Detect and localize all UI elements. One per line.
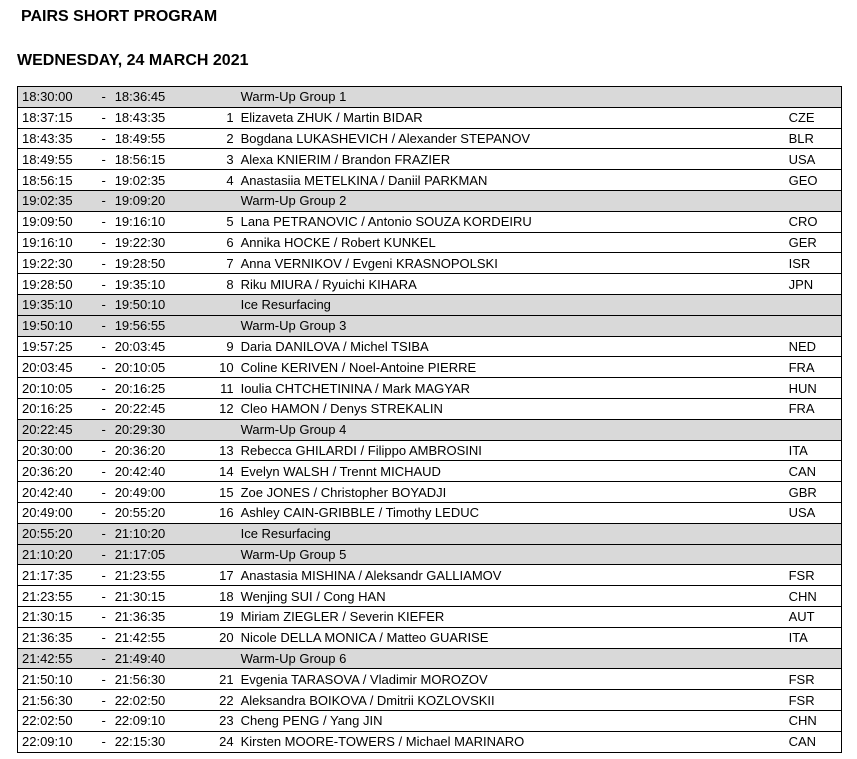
entry-name: Anna VERNIKOV / Evgeni KRASNOPOLSKI bbox=[241, 253, 789, 274]
end-time: 19:35:10 bbox=[115, 274, 202, 295]
time-separator: - bbox=[93, 586, 115, 607]
entry-name: Warm-Up Group 1 bbox=[241, 87, 789, 108]
time-separator: - bbox=[93, 502, 115, 523]
starting-number: 4 bbox=[201, 170, 240, 191]
starting-number: 18 bbox=[201, 586, 240, 607]
schedule-break-row bbox=[18, 648, 842, 669]
schedule-row bbox=[18, 336, 842, 357]
time-separator: - bbox=[93, 170, 115, 191]
starting-number: 3 bbox=[201, 149, 240, 170]
schedule-row bbox=[18, 669, 842, 690]
time-separator: - bbox=[93, 544, 115, 565]
end-time: 19:16:10 bbox=[115, 211, 202, 232]
nation-code: FSR bbox=[789, 565, 842, 586]
time-separator: - bbox=[93, 669, 115, 690]
end-time: 21:23:55 bbox=[115, 565, 202, 586]
end-time: 19:56:55 bbox=[115, 315, 202, 336]
start-time: 20:03:45 bbox=[18, 357, 93, 378]
time-separator: - bbox=[93, 648, 115, 669]
nation-code: CAN bbox=[789, 461, 842, 482]
schedule-table bbox=[17, 86, 842, 753]
schedule-break-row bbox=[18, 315, 842, 336]
start-time: 22:09:10 bbox=[18, 731, 93, 752]
schedule-row bbox=[18, 107, 842, 128]
entry-name: Wenjing SUI / Cong HAN bbox=[241, 586, 789, 607]
starting-number: 13 bbox=[201, 440, 240, 461]
entry-name: Daria DANILOVA / Michel TSIBA bbox=[241, 336, 789, 357]
schedule-row bbox=[18, 211, 842, 232]
start-time: 21:30:15 bbox=[18, 606, 93, 627]
entry-name: Anastasiia METELKINA / Daniil PARKMAN bbox=[241, 170, 789, 191]
end-time: 20:36:20 bbox=[115, 440, 202, 461]
time-separator: - bbox=[93, 690, 115, 711]
schedule-row bbox=[18, 461, 842, 482]
start-time: 20:49:00 bbox=[18, 502, 93, 523]
schedule-row bbox=[18, 149, 842, 170]
time-separator: - bbox=[93, 419, 115, 440]
start-time: 18:30:00 bbox=[18, 87, 93, 108]
entry-name: Evgenia TARASOVA / Vladimir MOROZOV bbox=[241, 669, 789, 690]
end-time: 21:42:55 bbox=[115, 627, 202, 648]
starting-number: 22 bbox=[201, 690, 240, 711]
end-time: 22:09:10 bbox=[115, 710, 202, 731]
entry-name: Bogdana LUKASHEVICH / Alexander STEPANOV bbox=[241, 128, 789, 149]
start-time: 19:28:50 bbox=[18, 274, 93, 295]
entry-name: Coline KERIVEN / Noel-Antoine PIERRE bbox=[241, 357, 789, 378]
nation-code bbox=[789, 87, 842, 108]
end-time: 20:29:30 bbox=[115, 419, 202, 440]
start-time: 18:37:15 bbox=[18, 107, 93, 128]
time-separator: - bbox=[93, 232, 115, 253]
nation-code bbox=[789, 419, 842, 440]
time-separator: - bbox=[93, 606, 115, 627]
time-separator: - bbox=[93, 253, 115, 274]
time-separator: - bbox=[93, 398, 115, 419]
start-time: 21:36:35 bbox=[18, 627, 93, 648]
nation-code: JPN bbox=[789, 274, 842, 295]
entry-name: Ice Resurfacing bbox=[241, 294, 789, 315]
nation-code: FSR bbox=[789, 669, 842, 690]
end-time: 21:36:35 bbox=[115, 606, 202, 627]
schedule-break-row bbox=[18, 294, 842, 315]
entry-name: Nicole DELLA MONICA / Matteo GUARISE bbox=[241, 627, 789, 648]
time-separator: - bbox=[93, 731, 115, 752]
starting-number: 7 bbox=[201, 253, 240, 274]
nation-code: GEO bbox=[789, 170, 842, 191]
time-separator: - bbox=[93, 357, 115, 378]
start-time: 20:10:05 bbox=[18, 378, 93, 399]
nation-code: BLR bbox=[789, 128, 842, 149]
schedule-break-row bbox=[18, 523, 842, 544]
start-time: 19:09:50 bbox=[18, 211, 93, 232]
time-separator: - bbox=[93, 190, 115, 211]
start-time: 22:02:50 bbox=[18, 710, 93, 731]
nation-code: GER bbox=[789, 232, 842, 253]
time-separator: - bbox=[93, 627, 115, 648]
start-time: 19:50:10 bbox=[18, 315, 93, 336]
nation-code bbox=[789, 648, 842, 669]
schedule-row bbox=[18, 232, 842, 253]
nation-code: USA bbox=[789, 149, 842, 170]
time-separator: - bbox=[93, 710, 115, 731]
schedule-row bbox=[18, 690, 842, 711]
start-time: 20:55:20 bbox=[18, 523, 93, 544]
starting-number: 20 bbox=[201, 627, 240, 648]
starting-number bbox=[201, 294, 240, 315]
nation-code bbox=[789, 190, 842, 211]
end-time: 19:50:10 bbox=[115, 294, 202, 315]
schedule-row bbox=[18, 357, 842, 378]
start-time: 20:22:45 bbox=[18, 419, 93, 440]
schedule-row bbox=[18, 398, 842, 419]
start-time: 19:35:10 bbox=[18, 294, 93, 315]
nation-code: FSR bbox=[789, 690, 842, 711]
end-time: 20:22:45 bbox=[115, 398, 202, 419]
end-time: 18:49:55 bbox=[115, 128, 202, 149]
event-date: WEDNESDAY, 24 MARCH 2021 bbox=[17, 52, 249, 69]
end-time: 20:49:00 bbox=[115, 482, 202, 503]
end-time: 18:36:45 bbox=[115, 87, 202, 108]
nation-code: GBR bbox=[789, 482, 842, 503]
starting-number: 6 bbox=[201, 232, 240, 253]
schedule-break-row bbox=[18, 190, 842, 211]
starting-number: 11 bbox=[201, 378, 240, 399]
starting-number: 2 bbox=[201, 128, 240, 149]
end-time: 22:15:30 bbox=[115, 731, 202, 752]
schedule-row bbox=[18, 710, 842, 731]
start-time: 20:16:25 bbox=[18, 398, 93, 419]
schedule-row bbox=[18, 565, 842, 586]
entry-name: Alexa KNIERIM / Brandon FRAZIER bbox=[241, 149, 789, 170]
time-separator: - bbox=[93, 565, 115, 586]
entry-name: Kirsten MOORE-TOWERS / Michael MARINARO bbox=[241, 731, 789, 752]
schedule-body bbox=[18, 87, 842, 753]
end-time: 19:28:50 bbox=[115, 253, 202, 274]
end-time: 21:17:05 bbox=[115, 544, 202, 565]
time-separator: - bbox=[93, 336, 115, 357]
end-time: 20:03:45 bbox=[115, 336, 202, 357]
schedule-row bbox=[18, 170, 842, 191]
start-time: 21:50:10 bbox=[18, 669, 93, 690]
time-separator: - bbox=[93, 482, 115, 503]
start-time: 19:57:25 bbox=[18, 336, 93, 357]
schedule-row bbox=[18, 378, 842, 399]
time-separator: - bbox=[93, 315, 115, 336]
entry-name: Evelyn WALSH / Trennt MICHAUD bbox=[241, 461, 789, 482]
starting-number: 21 bbox=[201, 669, 240, 690]
starting-number: 17 bbox=[201, 565, 240, 586]
entry-name: Aleksandra BOIKOVA / Dmitrii KOZLOVSKII bbox=[241, 690, 789, 711]
end-time: 18:43:35 bbox=[115, 107, 202, 128]
time-separator: - bbox=[93, 149, 115, 170]
nation-code: ISR bbox=[789, 253, 842, 274]
start-time: 18:56:15 bbox=[18, 170, 93, 191]
entry-name: Rebecca GHILARDI / Filippo AMBROSINI bbox=[241, 440, 789, 461]
start-time: 20:36:20 bbox=[18, 461, 93, 482]
entry-name: Cheng PENG / Yang JIN bbox=[241, 710, 789, 731]
start-time: 19:22:30 bbox=[18, 253, 93, 274]
schedule-row bbox=[18, 253, 842, 274]
starting-number: 10 bbox=[201, 357, 240, 378]
start-time: 19:02:35 bbox=[18, 190, 93, 211]
nation-code: ITA bbox=[789, 627, 842, 648]
start-time: 21:10:20 bbox=[18, 544, 93, 565]
nation-code: CRO bbox=[789, 211, 842, 232]
starting-number: 19 bbox=[201, 606, 240, 627]
nation-code bbox=[789, 315, 842, 336]
entry-name: Annika HOCKE / Robert KUNKEL bbox=[241, 232, 789, 253]
starting-number: 24 bbox=[201, 731, 240, 752]
starting-number: 23 bbox=[201, 710, 240, 731]
schedule-row bbox=[18, 128, 842, 149]
schedule-row bbox=[18, 586, 842, 607]
nation-code: FRA bbox=[789, 357, 842, 378]
starting-number bbox=[201, 315, 240, 336]
schedule-row bbox=[18, 731, 842, 752]
starting-number: 1 bbox=[201, 107, 240, 128]
time-separator: - bbox=[93, 87, 115, 108]
start-time: 21:42:55 bbox=[18, 648, 93, 669]
schedule-row bbox=[18, 274, 842, 295]
starting-number bbox=[201, 523, 240, 544]
nation-code: ITA bbox=[789, 440, 842, 461]
starting-number bbox=[201, 544, 240, 565]
entry-name: Warm-Up Group 4 bbox=[241, 419, 789, 440]
time-separator: - bbox=[93, 461, 115, 482]
entry-name: Ice Resurfacing bbox=[241, 523, 789, 544]
entry-name: Riku MIURA / Ryuichi KIHARA bbox=[241, 274, 789, 295]
entry-name: Warm-Up Group 2 bbox=[241, 190, 789, 211]
nation-code bbox=[789, 294, 842, 315]
entry-name: Lana PETRANOVIC / Antonio SOUZA KORDEIRU bbox=[241, 211, 789, 232]
end-time: 20:16:25 bbox=[115, 378, 202, 399]
starting-number: 9 bbox=[201, 336, 240, 357]
entry-name: Elizaveta ZHUK / Martin BIDAR bbox=[241, 107, 789, 128]
start-time: 18:43:35 bbox=[18, 128, 93, 149]
starting-number: 16 bbox=[201, 502, 240, 523]
end-time: 19:09:20 bbox=[115, 190, 202, 211]
time-separator: - bbox=[93, 294, 115, 315]
nation-code: AUT bbox=[789, 606, 842, 627]
time-separator: - bbox=[93, 523, 115, 544]
time-separator: - bbox=[93, 274, 115, 295]
start-time: 20:30:00 bbox=[18, 440, 93, 461]
nation-code bbox=[789, 523, 842, 544]
entry-name: Warm-Up Group 3 bbox=[241, 315, 789, 336]
end-time: 20:42:40 bbox=[115, 461, 202, 482]
starting-number: 15 bbox=[201, 482, 240, 503]
end-time: 18:56:15 bbox=[115, 149, 202, 170]
time-separator: - bbox=[93, 211, 115, 232]
nation-code: HUN bbox=[789, 378, 842, 399]
starting-number: 12 bbox=[201, 398, 240, 419]
schedule-row bbox=[18, 627, 842, 648]
schedule-row bbox=[18, 606, 842, 627]
end-time: 20:55:20 bbox=[115, 502, 202, 523]
time-separator: - bbox=[93, 107, 115, 128]
starting-number: 8 bbox=[201, 274, 240, 295]
end-time: 21:49:40 bbox=[115, 648, 202, 669]
start-time: 20:42:40 bbox=[18, 482, 93, 503]
end-time: 20:10:05 bbox=[115, 357, 202, 378]
starting-number bbox=[201, 648, 240, 669]
entry-name: Miriam ZIEGLER / Severin KIEFER bbox=[241, 606, 789, 627]
schedule-row bbox=[18, 482, 842, 503]
nation-code: CZE bbox=[789, 107, 842, 128]
starting-number: 14 bbox=[201, 461, 240, 482]
nation-code: CHN bbox=[789, 586, 842, 607]
end-time: 22:02:50 bbox=[115, 690, 202, 711]
starting-number bbox=[201, 419, 240, 440]
entry-name: Ashley CAIN-GRIBBLE / Timothy LEDUC bbox=[241, 502, 789, 523]
starting-number bbox=[201, 190, 240, 211]
schedule-row bbox=[18, 502, 842, 523]
nation-code: NED bbox=[789, 336, 842, 357]
entry-name: Ioulia CHTCHETININA / Mark MAGYAR bbox=[241, 378, 789, 399]
time-separator: - bbox=[93, 128, 115, 149]
page-title: PAIRS SHORT PROGRAM bbox=[21, 8, 218, 25]
schedule-break-row bbox=[18, 419, 842, 440]
entry-name: Cleo HAMON / Denys STREKALIN bbox=[241, 398, 789, 419]
nation-code: USA bbox=[789, 502, 842, 523]
end-time: 19:22:30 bbox=[115, 232, 202, 253]
schedule-row bbox=[18, 440, 842, 461]
end-time: 21:30:15 bbox=[115, 586, 202, 607]
time-separator: - bbox=[93, 440, 115, 461]
entry-name: Anastasia MISHINA / Aleksandr GALLIAMOV bbox=[241, 565, 789, 586]
entry-name: Warm-Up Group 6 bbox=[241, 648, 789, 669]
entry-name: Zoe JONES / Christopher BOYADJI bbox=[241, 482, 789, 503]
schedule-break-row bbox=[18, 544, 842, 565]
start-time: 21:17:35 bbox=[18, 565, 93, 586]
start-time: 18:49:55 bbox=[18, 149, 93, 170]
starting-number bbox=[201, 87, 240, 108]
nation-code: FRA bbox=[789, 398, 842, 419]
nation-code: CHN bbox=[789, 710, 842, 731]
end-time: 21:10:20 bbox=[115, 523, 202, 544]
end-time: 19:02:35 bbox=[115, 170, 202, 191]
start-time: 21:56:30 bbox=[18, 690, 93, 711]
start-time: 21:23:55 bbox=[18, 586, 93, 607]
nation-code: CAN bbox=[789, 731, 842, 752]
end-time: 21:56:30 bbox=[115, 669, 202, 690]
starting-number: 5 bbox=[201, 211, 240, 232]
start-time: 19:16:10 bbox=[18, 232, 93, 253]
entry-name: Warm-Up Group 5 bbox=[241, 544, 789, 565]
schedule-break-row bbox=[18, 87, 842, 108]
time-separator: - bbox=[93, 378, 115, 399]
nation-code bbox=[789, 544, 842, 565]
